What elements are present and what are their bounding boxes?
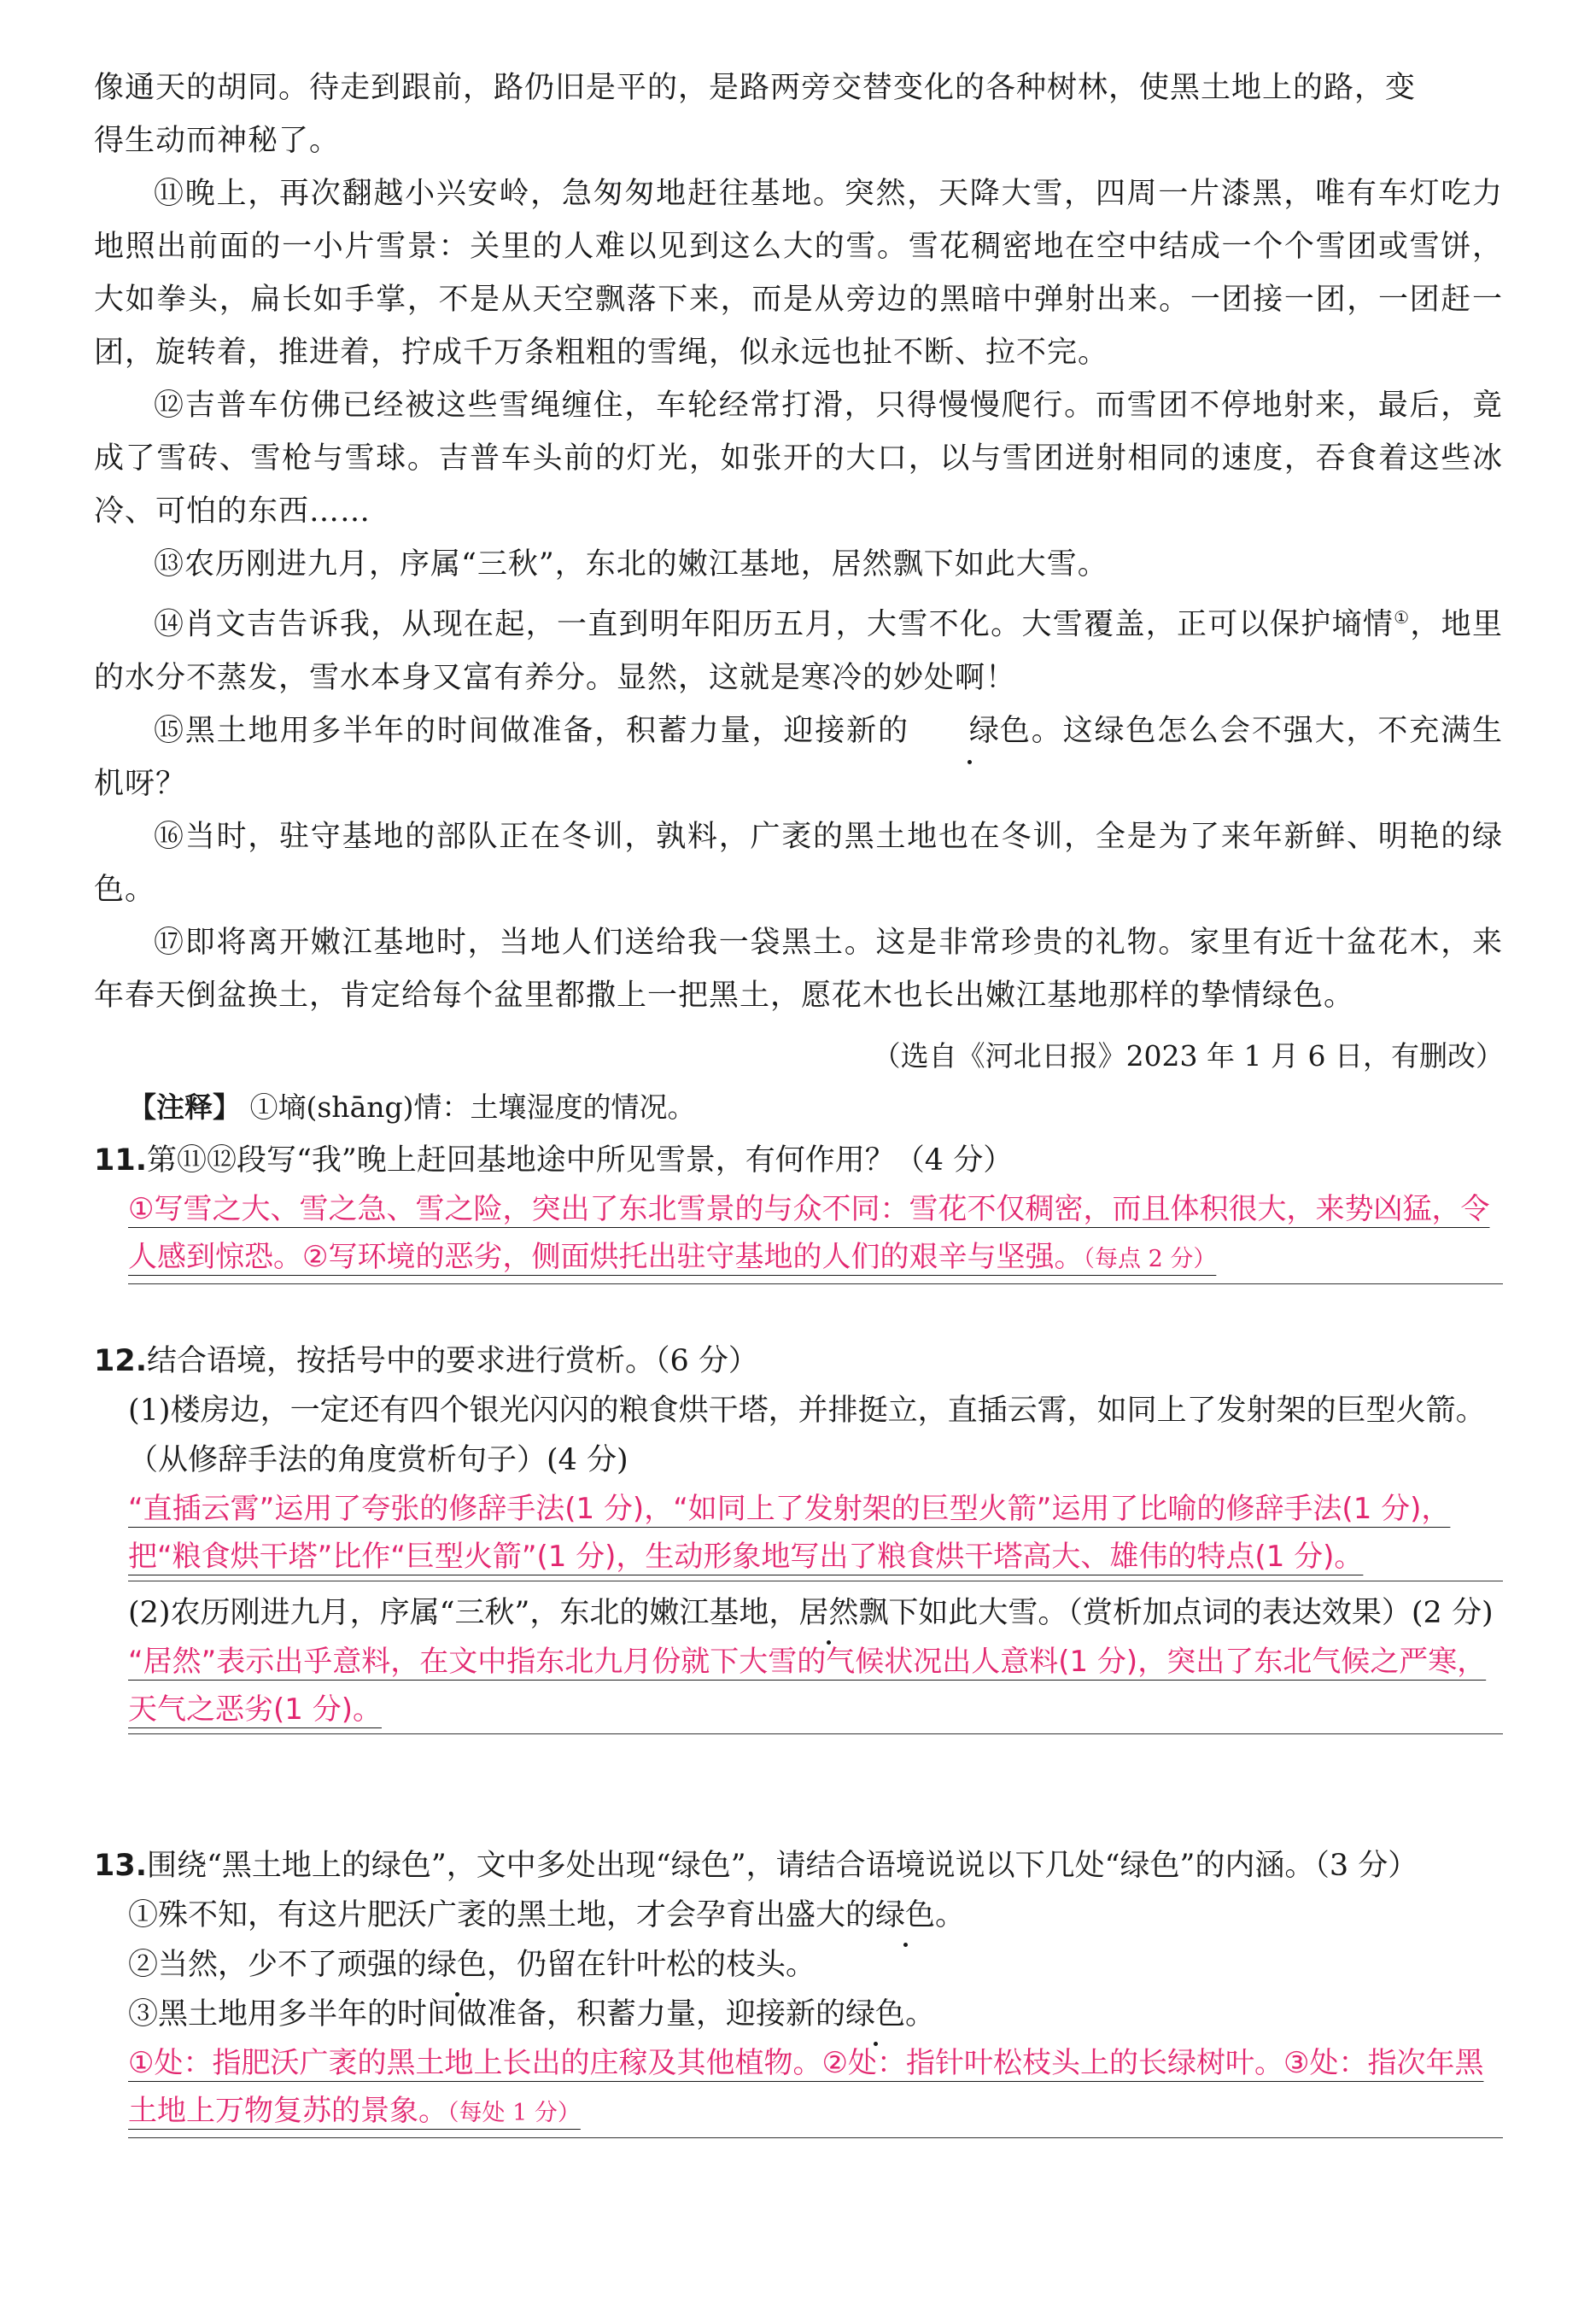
question-number: 12. — [94, 1344, 148, 1378]
answer-12-1: “直插云霄”运用了夸张的修辞手法(1 分)，“如同上了发射架的巨型火箭”运用了比喻的修辞手法(1 分)，把“粮食烘干塔”比作“巨型火箭”(1 分)，生动形象地写出了粮食烘干塔高大、雄伟的特点(1 分)。 — [128, 1485, 1503, 1581]
question-text: 第⑪⑫段写“我”晚上赶回基地途中所见雪景，有何作用？（4 分） — [147, 1143, 1014, 1178]
question-11 — [94, 1136, 1503, 1284]
paragraph-10-end-line-2: 得生动而神秘了。 — [94, 124, 341, 158]
item-1-text-b: 。 — [935, 1898, 966, 1932]
source-citation: （选自《河北日报》2023 年 1 月 6 日，有删改） — [872, 1039, 1504, 1073]
emphasized-word: 绿色 — [427, 1940, 487, 1990]
footnote — [94, 1086, 1537, 1129]
paragraph-15-text-b: 。这绿色怎么会不强大，不充满生机呀？ — [94, 713, 1503, 801]
question-12-part-2 — [94, 1588, 1503, 1734]
question-text: 围绕“黑土地上的绿色”，文中多处出现“绿色”，请结合语境说说以下几处“绿色”的内涵。（3 分） — [147, 1849, 1418, 1883]
item-3-text-a: ③黑土地用多半年的时间做准备，积蓄力量，迎接新的 — [128, 1997, 846, 2031]
answer-text: ①处：指肥沃广袤的黑土地上长出的庄稼及其他植物。②处：指针叶松枝头上的长绿树叶。③处：指次年黑土地上万物复苏的景象。 — [128, 2046, 1484, 2128]
part-2-text-b: 飘下如此大雪。（赏析加点词的表达效果）(2 分) — [858, 1596, 1494, 1630]
item-2-text-b: ，仍留在针叶松的枝头。 — [487, 1948, 816, 1982]
emphasized-word: 绿色 — [875, 1891, 935, 1940]
paragraph-14 — [94, 591, 1503, 704]
paragraph-16: ⑯当时，驻守基地的部队正在冬训，孰料，广袤的黑土地也在冬训，全是为了来年新鲜、明艳的绿色。 — [94, 819, 1503, 907]
paragraph-12: ⑫吉普车仿佛已经被这些雪绳缠住，车轮经常打滑，只得慢慢爬行。而雪团不停地射来，最后，竟成了雪砖、雪枪与雪球。吉普车头前的灯光，如张开的大口，以与雪团迸射相同的速度，吞食着这些冰冷、可怕的东西…… — [94, 389, 1503, 529]
paragraph-15-text-a: ⑮黑土地用多半年的时间做准备，积蓄力量，迎接新的 — [154, 713, 909, 748]
emphasized-word: 绿色 — [845, 1990, 905, 2039]
score-note: （每点 2 分） — [1083, 1246, 1217, 1272]
item-2-text-a: ②当然，少不了顽强的 — [128, 1948, 428, 1982]
paragraph-17: ⑰即将离开嫩江基地时，当地人们送给我一袋黑土。这是非常珍贵的礼物。家里有近十盆花木，来年春天倒盆换土，肯定给每个盆里都撒上一把黑土，愿花木也长出嫩江基地那样的挚情绿色。 — [94, 925, 1503, 1013]
paragraph-13: ⑬农历刚进九月，序属“三秋”，东北的嫩江基地，居然飘下如此大雪。 — [154, 547, 1108, 582]
answer-text: ①写雪之大、雪之急、雪之险，突出了东北雪景的与众不同：雪花不仅稠密，而且体积很大，来势凶猛，令人感到惊恐。②写环境的恶劣，侧面烘托出驻守基地的人们的艰辛与坚强。 — [128, 1192, 1490, 1274]
emphasized-word: 居然 — [798, 1588, 858, 1638]
question-number: 13. — [94, 1849, 148, 1883]
paragraph-14-text-a: ⑭肖文吉告诉我，从现在起，一直到明年阳历五月，大雪不化。大雪覆盖，正可以保护墒情 — [154, 607, 1394, 642]
paragraph-11: ⑪晚上，再次翻越小兴安岭，急匆匆地赶往基地。突然，天降大雪，四周一片漆黑，唯有车灯吃力地照出前面的一小片雪景：关里的人难以见到这么大的雪。雪花稠密地在空中结成一个个雪团或雪饼，大如拳头，扁长如手掌，不是从天空飘落下来，而是从旁边的黑暗中弹射出来。一团接一团，一团赶一团，旋转着，推进着，拧成千万条粗粗的雪绳，似永远也扯不断、拉不完。 — [94, 177, 1503, 370]
emphasized-word: 绿色 — [909, 704, 1031, 757]
answer-11 — [128, 1185, 1503, 1284]
question-13 — [94, 1841, 1503, 2138]
part-1-text: (1)楼房边，一定还有四个银光闪闪的粮食烘干塔，并排挺立，直插云霄，如同上了发射架的巨型火箭。（从修辞手法的角度赏析句子）(4 分) — [128, 1394, 1486, 1477]
footnote-label: 【注释】 — [128, 1090, 241, 1124]
item-1-text-a: ①殊不知，有这片肥沃广袤的黑土地，才会孕育出盛大的 — [128, 1898, 876, 1932]
part-2-text-a: (2)农历刚进九月，序属“三秋”，东北的嫩江基地， — [128, 1596, 799, 1630]
paragraph-10-end-line-1: 像通天的胡同。待走到跟前，路仍旧是平的，是路两旁交替变化的各种树林，使黑土地上的路，变 — [94, 71, 1417, 105]
answer-13 — [128, 2039, 1503, 2138]
score-note: （每处 1 分） — [447, 2100, 581, 2126]
passage — [94, 61, 1503, 1022]
question-number: 11. — [94, 1143, 148, 1178]
question-text: 结合语境，按括号中的要求进行赏析。（6 分） — [147, 1344, 758, 1378]
question-12 — [94, 1336, 1503, 1734]
item-3-text-b: 。 — [905, 1997, 936, 2031]
footnote-marker: ① — [1394, 607, 1411, 628]
footnote-text: ①墒(shāng)情：土壤湿度的情况。 — [249, 1090, 696, 1124]
question-12-part-1 — [94, 1386, 1503, 1581]
paragraph-15 — [94, 704, 1503, 810]
question-13-items — [94, 1891, 1503, 2138]
paragraph-14-text-b: ，地里的水分不蒸发，雪水本身又富有养分。显然，这就是寒冷的妙处啊！ — [94, 607, 1503, 695]
answer-12-2: “居然”表示出乎意料，在文中指东北九月份就下大雪的气候状况出人意料(1 分)，突出了东北气候之严寒，天气之恶劣(1 分)。 — [128, 1638, 1503, 1734]
